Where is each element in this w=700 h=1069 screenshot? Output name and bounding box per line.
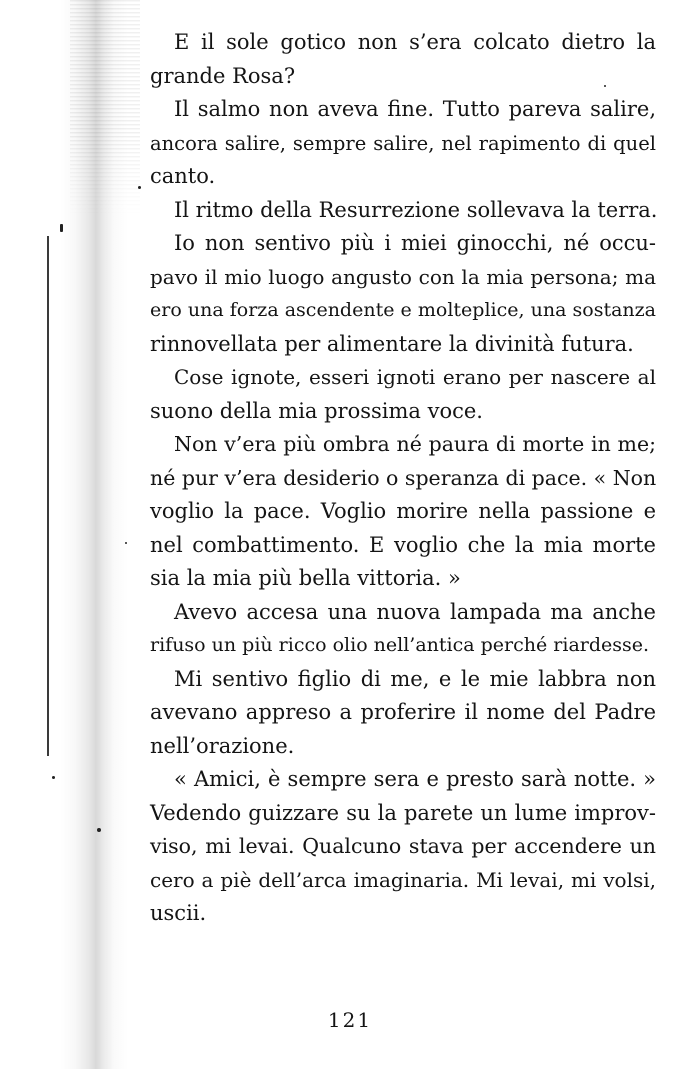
text-line: Avevo accesa una nuova lampada ma anche [174, 599, 656, 624]
scan-speck [52, 776, 55, 779]
text-line: pavo il mio luogo angusto con la mia persona; ma [150, 264, 656, 289]
scan-speck [97, 828, 101, 832]
text-line: ancora salire, sempre salire, nel rapimento di quel [150, 131, 656, 155]
text-line: suono della mia prossima voce. [150, 398, 483, 423]
text-line: nel combattimento. E voglio che la mia morte [150, 532, 656, 557]
text-line: ero una forza ascendente e molteplice, una sostanza [150, 299, 656, 321]
text-line: nell’orazione. [150, 733, 295, 758]
text-line: Vedendo guizzare su la parete un lume improv- [150, 800, 656, 825]
text-line: cero a piè dell’arca imaginaria. Mi levai, mi volsi, [150, 867, 656, 892]
page-number: 121 [327, 1008, 373, 1032]
text-line: uscii. [150, 901, 207, 925]
scan-speck [125, 542, 127, 544]
text-line: grande Rosa? [150, 63, 296, 88]
text-line: Non v’era più ombra né paura di morte in me; [174, 432, 656, 456]
text-line: « Amici, è sempre sera e presto sarà notte. » [174, 767, 656, 791]
text-line: né pur v’era desiderio o speranza di pace. « Non [150, 465, 657, 490]
text-line: E il sole gotico non s’era colcato dietro la [174, 30, 656, 54]
text-line: voglio la pace. Voglio morire nella passione e [150, 499, 656, 523]
text-line: sia la mia più bella vittoria. » [150, 566, 461, 590]
text-line: avevano appreso a proferire il nome del Padre [150, 700, 656, 724]
text-line: rifuso un più ricco olio nell’antica perché riardesse. [150, 634, 650, 656]
text-line: Il ritmo della Resurrezione sollevava la terra. [174, 197, 658, 222]
text-line: Mi sentivo figlio di me, e le mie labbra non [174, 666, 656, 691]
margin-rule [47, 236, 49, 756]
scan-speck [138, 186, 141, 189]
binding-texture [70, 0, 140, 220]
body-text [150, 26, 656, 931]
scan-speck [60, 224, 63, 232]
text-line: Il salmo non aveva fine. Tutto pareva salire, [174, 97, 656, 121]
text-line: viso, mi levai. Qualcuno stava per accendere un [150, 834, 656, 858]
text-line: canto. [150, 164, 216, 188]
text-line: Io non sentivo più i miei ginocchi, né occu- [174, 231, 656, 255]
text-line: Cose ignote, esseri ignoti erano per nascere al [174, 365, 656, 389]
text-line: rinnovellata per alimentare la divinità futura. [150, 331, 634, 356]
